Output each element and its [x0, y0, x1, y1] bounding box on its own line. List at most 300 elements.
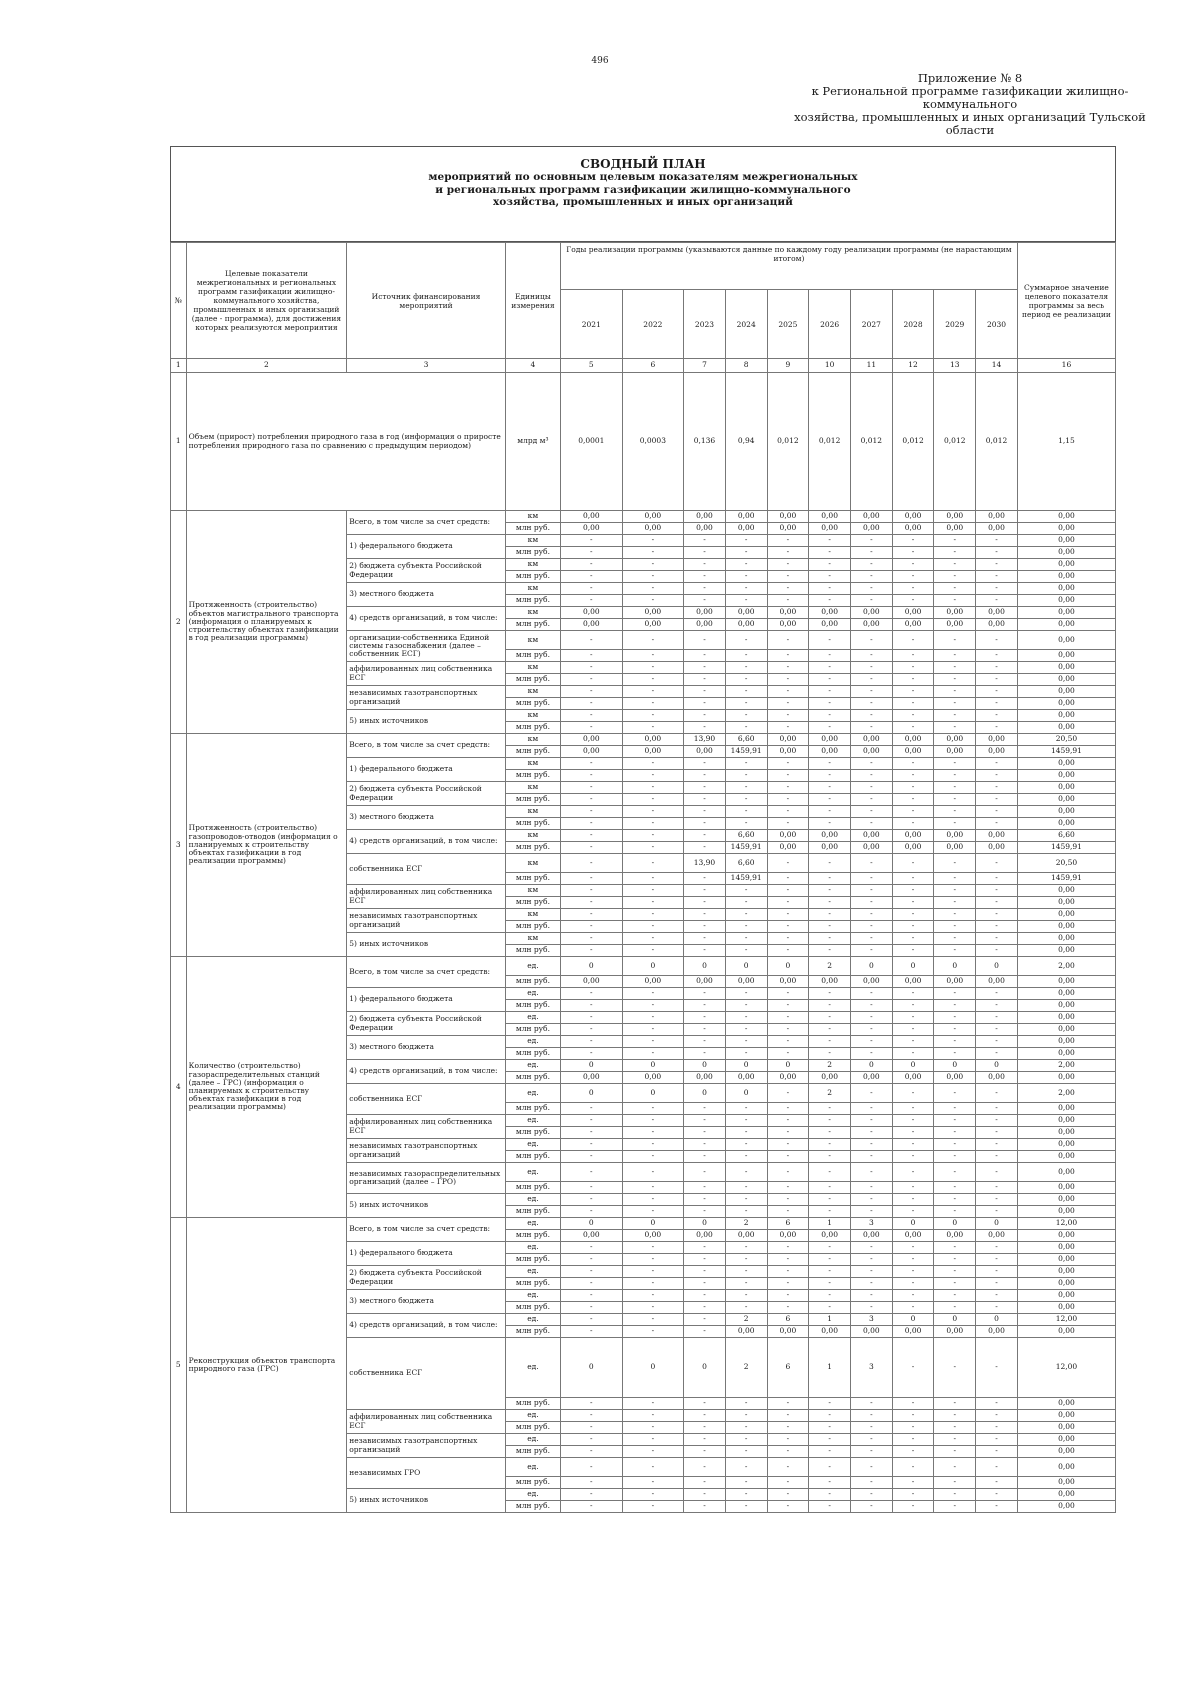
- value-cell: -: [850, 1434, 892, 1446]
- value-cell: -: [850, 535, 892, 547]
- value-cell: -: [934, 921, 976, 933]
- value-cell: 0,0001: [561, 373, 623, 511]
- value-cell: -: [809, 1139, 851, 1151]
- value-cell: 2: [725, 1338, 767, 1398]
- value-cell: -: [622, 1410, 684, 1422]
- value-cell: -: [622, 770, 684, 782]
- value-cell: -: [850, 1302, 892, 1314]
- value-cell: -: [622, 674, 684, 686]
- value-cell: 0: [622, 1338, 684, 1398]
- value-cell: -: [684, 1326, 726, 1338]
- value-cell: -: [767, 535, 809, 547]
- value-cell: -: [809, 1302, 851, 1314]
- value-cell: 0,00: [892, 1230, 934, 1242]
- value-cell: -: [809, 710, 851, 722]
- value-cell: -: [684, 571, 726, 583]
- year-header: 2029: [934, 290, 976, 359]
- document-title-block: [170, 146, 1116, 242]
- funding-source-label: независимых газотранспортных организаций: [347, 686, 506, 710]
- value-cell: -: [561, 1127, 623, 1139]
- value-cell: 6,60: [725, 734, 767, 746]
- value-cell: -: [684, 1398, 726, 1410]
- value-cell: -: [767, 1290, 809, 1302]
- value-cell: -: [622, 1163, 684, 1182]
- unit-cell: км: [505, 782, 560, 794]
- value-cell: -: [622, 782, 684, 794]
- value-cell: -: [892, 1182, 934, 1194]
- total-cell: 0,00: [1017, 1434, 1115, 1446]
- value-cell: -: [725, 559, 767, 571]
- value-cell: -: [809, 559, 851, 571]
- value-cell: 0,00: [767, 976, 809, 988]
- value-cell: -: [622, 897, 684, 909]
- value-cell: -: [934, 547, 976, 559]
- value-cell: -: [934, 722, 976, 734]
- value-cell: -: [622, 1422, 684, 1434]
- section-number: 2: [171, 511, 187, 734]
- section-indicator: Протяженность (строительство) газопроводов-отводов (информация о планируемых к строительству объектах газификации в год реализации программы): [186, 734, 347, 957]
- value-cell: -: [892, 535, 934, 547]
- value-cell: -: [767, 1000, 809, 1012]
- value-cell: -: [622, 842, 684, 854]
- value-cell: -: [809, 1398, 851, 1410]
- value-cell: -: [725, 885, 767, 897]
- value-cell: -: [622, 1012, 684, 1024]
- value-cell: 1: [809, 1314, 851, 1326]
- value-cell: 0,00: [934, 607, 976, 619]
- value-cell: -: [622, 1398, 684, 1410]
- value-cell: -: [809, 1103, 851, 1115]
- col-header-indicator: Целевые показатели межрегиональных и региональных программ газификации жилищно-коммунального хозяйства, промышленных и иных организаций (далее - программа), для достижения которых реализуются мероприятия: [186, 243, 347, 359]
- value-cell: -: [976, 897, 1018, 909]
- total-cell: 0,00: [1017, 686, 1115, 698]
- value-cell: -: [809, 885, 851, 897]
- year-header: 2022: [622, 290, 684, 359]
- unit-cell: ед.: [505, 1012, 560, 1024]
- section-number: 3: [171, 734, 187, 957]
- value-cell: -: [561, 897, 623, 909]
- total-cell: 0,00: [1017, 650, 1115, 662]
- value-cell: -: [622, 945, 684, 957]
- value-cell: -: [561, 1182, 623, 1194]
- value-cell: -: [684, 909, 726, 921]
- value-cell: -: [809, 583, 851, 595]
- value-cell: -: [976, 1398, 1018, 1410]
- value-cell: 2: [809, 1060, 851, 1072]
- value-cell: 0,00: [622, 511, 684, 523]
- value-cell: -: [934, 662, 976, 674]
- value-cell: -: [976, 1410, 1018, 1422]
- value-cell: -: [561, 909, 623, 921]
- value-cell: 0: [892, 1218, 934, 1230]
- value-cell: -: [892, 1036, 934, 1048]
- value-cell: 0,00: [850, 1230, 892, 1242]
- total-cell: 0,00: [1017, 607, 1115, 619]
- column-number: 13: [934, 359, 976, 373]
- section-indicator: Объем (прирост) потребления природного газа в год (информация о приросте потребления природного газа по сравнению с предыдущим периодом): [186, 373, 505, 511]
- value-cell: -: [892, 1302, 934, 1314]
- year-header: 2025: [767, 290, 809, 359]
- value-cell: -: [561, 1434, 623, 1446]
- value-cell: -: [561, 921, 623, 933]
- value-cell: -: [809, 794, 851, 806]
- appendix-line: к Региональной программе газификации жилищно-: [811, 84, 1129, 98]
- value-cell: -: [767, 1182, 809, 1194]
- value-cell: -: [809, 1434, 851, 1446]
- value-cell: -: [561, 873, 623, 885]
- value-cell: -: [809, 547, 851, 559]
- unit-cell: км: [505, 830, 560, 842]
- value-cell: -: [725, 758, 767, 770]
- value-cell: -: [622, 1434, 684, 1446]
- value-cell: -: [767, 1266, 809, 1278]
- value-cell: -: [622, 631, 684, 650]
- value-cell: -: [934, 1115, 976, 1127]
- column-number: 3: [347, 359, 506, 373]
- total-cell: 0,00: [1017, 595, 1115, 607]
- value-cell: -: [976, 547, 1018, 559]
- value-cell: 0,00: [561, 734, 623, 746]
- value-cell: -: [684, 1422, 726, 1434]
- plan-table: [170, 242, 1116, 1513]
- unit-cell: млн руб.: [505, 674, 560, 686]
- value-cell: -: [934, 1048, 976, 1060]
- value-cell: -: [850, 1103, 892, 1115]
- value-cell: -: [767, 571, 809, 583]
- value-cell: 0,00: [892, 619, 934, 631]
- value-cell: -: [561, 1254, 623, 1266]
- value-cell: 0,00: [809, 1326, 851, 1338]
- value-cell: 0,00: [850, 746, 892, 758]
- value-cell: -: [934, 1242, 976, 1254]
- value-cell: 0: [561, 1060, 623, 1072]
- value-cell: -: [934, 933, 976, 945]
- total-cell: 0,00: [1017, 818, 1115, 830]
- value-cell: 0,00: [725, 619, 767, 631]
- column-number: 2: [186, 359, 347, 373]
- value-cell: -: [684, 547, 726, 559]
- value-cell: -: [767, 873, 809, 885]
- value-cell: -: [976, 1302, 1018, 1314]
- value-cell: -: [892, 1501, 934, 1513]
- value-cell: 0,00: [809, 976, 851, 988]
- value-cell: -: [892, 1398, 934, 1410]
- value-cell: -: [561, 842, 623, 854]
- value-cell: -: [725, 650, 767, 662]
- value-cell: 0,00: [809, 1072, 851, 1084]
- value-cell: -: [976, 1012, 1018, 1024]
- value-cell: -: [561, 674, 623, 686]
- value-cell: -: [976, 674, 1018, 686]
- value-cell: -: [622, 710, 684, 722]
- value-cell: -: [684, 710, 726, 722]
- unit-cell: млн руб.: [505, 619, 560, 631]
- value-cell: -: [622, 873, 684, 885]
- value-cell: -: [684, 770, 726, 782]
- value-cell: -: [684, 806, 726, 818]
- value-cell: -: [561, 1048, 623, 1060]
- total-cell: 0,00: [1017, 559, 1115, 571]
- unit-cell: км: [505, 607, 560, 619]
- value-cell: -: [767, 1048, 809, 1060]
- unit-cell: км: [505, 511, 560, 523]
- value-cell: -: [892, 650, 934, 662]
- funding-source-label: аффилированных лиц собственника ЕСГ: [347, 662, 506, 686]
- value-cell: 0,00: [767, 842, 809, 854]
- column-number: 7: [684, 359, 726, 373]
- value-cell: -: [725, 794, 767, 806]
- value-cell: -: [767, 988, 809, 1000]
- value-cell: -: [684, 686, 726, 698]
- value-cell: -: [892, 547, 934, 559]
- value-cell: 0,00: [684, 1072, 726, 1084]
- value-cell: -: [622, 1139, 684, 1151]
- value-cell: -: [976, 662, 1018, 674]
- value-cell: -: [976, 631, 1018, 650]
- value-cell: 0,00: [561, 607, 623, 619]
- value-cell: 0,00: [809, 734, 851, 746]
- unit-cell: км: [505, 909, 560, 921]
- value-cell: -: [684, 933, 726, 945]
- value-cell: -: [850, 1182, 892, 1194]
- value-cell: -: [684, 1477, 726, 1489]
- value-cell: -: [561, 1194, 623, 1206]
- value-cell: 1459,91: [725, 873, 767, 885]
- value-cell: -: [561, 1266, 623, 1278]
- value-cell: -: [725, 722, 767, 734]
- funding-source-label: Всего, в том числе за счет средств:: [347, 734, 506, 758]
- value-cell: -: [767, 1278, 809, 1290]
- value-cell: -: [684, 945, 726, 957]
- value-cell: -: [934, 1446, 976, 1458]
- total-cell: 0,00: [1017, 1024, 1115, 1036]
- value-cell: 0,00: [622, 746, 684, 758]
- value-cell: -: [561, 1103, 623, 1115]
- value-cell: -: [892, 583, 934, 595]
- value-cell: -: [561, 1422, 623, 1434]
- value-cell: -: [850, 818, 892, 830]
- unit-cell: млн руб.: [505, 523, 560, 535]
- value-cell: -: [976, 722, 1018, 734]
- value-cell: -: [809, 1422, 851, 1434]
- appendix-note: [780, 72, 1160, 137]
- value-cell: -: [767, 1446, 809, 1458]
- total-cell: 0,00: [1017, 1458, 1115, 1477]
- value-cell: -: [561, 794, 623, 806]
- value-cell: -: [976, 1242, 1018, 1254]
- value-cell: 0: [684, 1084, 726, 1103]
- value-cell: -: [767, 710, 809, 722]
- value-cell: -: [684, 595, 726, 607]
- unit-cell: км: [505, 933, 560, 945]
- value-cell: -: [561, 631, 623, 650]
- value-cell: -: [561, 1278, 623, 1290]
- value-cell: -: [622, 1254, 684, 1266]
- unit-cell: ед.: [505, 957, 560, 976]
- value-cell: -: [767, 1242, 809, 1254]
- section-number: 5: [171, 1218, 187, 1513]
- value-cell: -: [684, 583, 726, 595]
- value-cell: -: [725, 583, 767, 595]
- value-cell: -: [976, 806, 1018, 818]
- value-cell: -: [767, 1103, 809, 1115]
- value-cell: -: [976, 1266, 1018, 1278]
- document-subtitle-line: хозяйства, промышленных и иных организаций: [493, 196, 793, 208]
- value-cell: -: [976, 1338, 1018, 1398]
- value-cell: 0,00: [809, 1230, 851, 1242]
- value-cell: -: [684, 1194, 726, 1206]
- total-cell: 0,00: [1017, 1182, 1115, 1194]
- value-cell: -: [561, 1501, 623, 1513]
- value-cell: 0: [725, 957, 767, 976]
- unit-cell: млн руб.: [505, 1151, 560, 1163]
- value-cell: 0,012: [850, 373, 892, 511]
- total-cell: 2,00: [1017, 1084, 1115, 1103]
- column-number: 12: [892, 359, 934, 373]
- year-header: 2027: [850, 290, 892, 359]
- value-cell: -: [809, 1477, 851, 1489]
- value-cell: -: [622, 1024, 684, 1036]
- value-cell: 0: [622, 1084, 684, 1103]
- value-cell: -: [725, 547, 767, 559]
- value-cell: 0,00: [892, 734, 934, 746]
- value-cell: -: [725, 1446, 767, 1458]
- value-cell: 2: [725, 1314, 767, 1326]
- total-cell: 0,00: [1017, 1501, 1115, 1513]
- value-cell: -: [561, 583, 623, 595]
- value-cell: -: [622, 595, 684, 607]
- value-cell: -: [725, 1410, 767, 1422]
- unit-cell: млн руб.: [505, 547, 560, 559]
- value-cell: -: [892, 1290, 934, 1302]
- value-cell: -: [725, 1254, 767, 1266]
- value-cell: 0,00: [850, 830, 892, 842]
- total-cell: 1459,91: [1017, 873, 1115, 885]
- value-cell: 0,00: [767, 511, 809, 523]
- value-cell: -: [622, 698, 684, 710]
- value-cell: -: [809, 698, 851, 710]
- value-cell: -: [850, 722, 892, 734]
- value-cell: 0: [767, 1060, 809, 1072]
- total-cell: 0,00: [1017, 921, 1115, 933]
- header-row: [171, 243, 1116, 290]
- year-header: 2021: [561, 290, 623, 359]
- value-cell: -: [684, 1446, 726, 1458]
- value-cell: -: [622, 1458, 684, 1477]
- value-cell: -: [934, 1163, 976, 1182]
- value-cell: 0,00: [725, 976, 767, 988]
- section-number: 1: [171, 373, 187, 511]
- value-cell: 0,00: [767, 523, 809, 535]
- value-cell: 0,00: [767, 1230, 809, 1242]
- value-cell: -: [622, 547, 684, 559]
- table-row: [171, 511, 1116, 523]
- value-cell: -: [934, 698, 976, 710]
- value-cell: -: [684, 897, 726, 909]
- value-cell: 0,00: [561, 1230, 623, 1242]
- value-cell: 0,0003: [622, 373, 684, 511]
- value-cell: -: [725, 1115, 767, 1127]
- value-cell: -: [684, 1103, 726, 1115]
- value-cell: 0: [684, 957, 726, 976]
- value-cell: -: [684, 1163, 726, 1182]
- section-indicator: Протяженность (строительство) объектов магистрального транспорта (информация о планируемых к строительству объектах газификации в год реализации программы): [186, 511, 347, 734]
- total-cell: 0,00: [1017, 1230, 1115, 1242]
- value-cell: -: [561, 1024, 623, 1036]
- value-cell: -: [976, 1501, 1018, 1513]
- unit-cell: млн руб.: [505, 1103, 560, 1115]
- value-cell: -: [809, 1000, 851, 1012]
- total-cell: 12,00: [1017, 1338, 1115, 1398]
- unit-cell: км: [505, 758, 560, 770]
- value-cell: -: [684, 1139, 726, 1151]
- value-cell: 0,00: [725, 607, 767, 619]
- value-cell: -: [892, 1194, 934, 1206]
- total-cell: 0,00: [1017, 1000, 1115, 1012]
- unit-cell: ед.: [505, 1139, 560, 1151]
- value-cell: -: [850, 1501, 892, 1513]
- value-cell: -: [934, 1036, 976, 1048]
- value-cell: 0: [622, 1060, 684, 1072]
- value-cell: -: [809, 854, 851, 873]
- total-cell: 0,00: [1017, 909, 1115, 921]
- total-cell: 0,00: [1017, 885, 1115, 897]
- funding-source-label: аффилированных лиц собственника ЕСГ: [347, 885, 506, 909]
- value-cell: -: [725, 674, 767, 686]
- unit-cell: ед.: [505, 1338, 560, 1398]
- value-cell: 0,00: [809, 842, 851, 854]
- funding-source-label: 4) средств организаций, в том числе:: [347, 1314, 506, 1338]
- value-cell: -: [892, 1266, 934, 1278]
- unit-cell: ед.: [505, 988, 560, 1000]
- value-cell: -: [892, 1278, 934, 1290]
- value-cell: -: [934, 1434, 976, 1446]
- unit-cell: млн руб.: [505, 698, 560, 710]
- value-cell: -: [684, 782, 726, 794]
- value-cell: -: [684, 1182, 726, 1194]
- value-cell: 0,00: [976, 1072, 1018, 1084]
- total-cell: 0,00: [1017, 535, 1115, 547]
- value-cell: -: [561, 1242, 623, 1254]
- value-cell: 1: [809, 1338, 851, 1398]
- value-cell: -: [809, 806, 851, 818]
- value-cell: 0,00: [850, 976, 892, 988]
- total-cell: 0,00: [1017, 758, 1115, 770]
- value-cell: -: [934, 1206, 976, 1218]
- value-cell: -: [622, 571, 684, 583]
- section-number: 4: [171, 957, 187, 1218]
- value-cell: -: [976, 698, 1018, 710]
- value-cell: -: [725, 988, 767, 1000]
- value-cell: 0: [934, 1218, 976, 1230]
- col-header-source: Источник финансирования мероприятий: [347, 243, 506, 359]
- total-cell: 0,00: [1017, 1115, 1115, 1127]
- unit-cell: млн руб.: [505, 571, 560, 583]
- value-cell: -: [622, 921, 684, 933]
- value-cell: -: [892, 818, 934, 830]
- value-cell: 0,00: [934, 1326, 976, 1338]
- unit-cell: млн руб.: [505, 873, 560, 885]
- value-cell: -: [934, 1084, 976, 1103]
- total-cell: 20,50: [1017, 854, 1115, 873]
- value-cell: -: [767, 933, 809, 945]
- funding-source-label: аффилированных лиц собственника ЕСГ: [347, 1115, 506, 1139]
- total-cell: 0,00: [1017, 1398, 1115, 1410]
- value-cell: -: [809, 1194, 851, 1206]
- funding-source-label: независимых газотранспортных организаций: [347, 909, 506, 933]
- total-cell: 0,00: [1017, 770, 1115, 782]
- year-header: 2028: [892, 290, 934, 359]
